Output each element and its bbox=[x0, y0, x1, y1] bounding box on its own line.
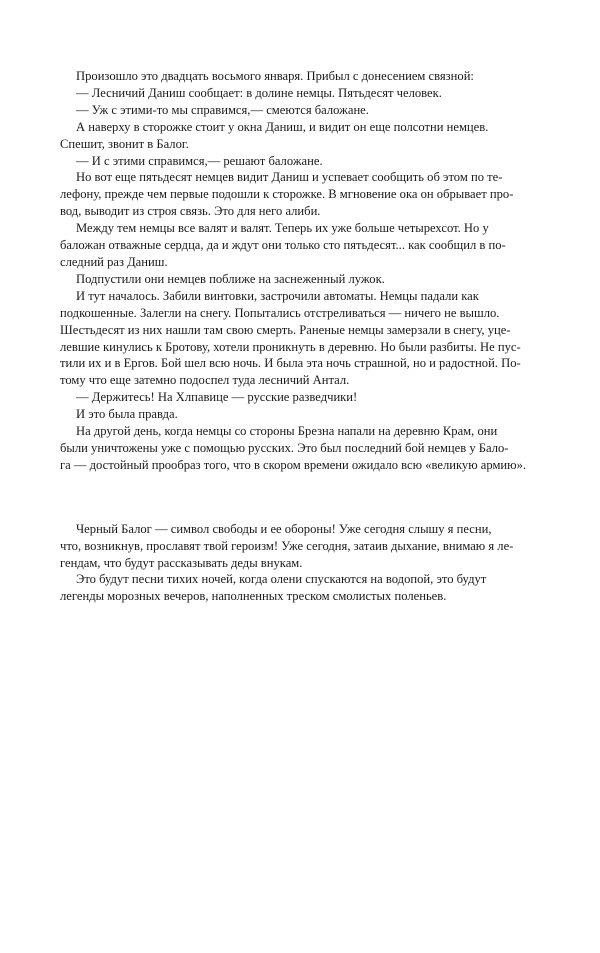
paragraph: И тут началось. Забили винтовки, застрочили автоматы. Немцы падали как подкошенные. Залегли на снегу. Попытались отстреливаться — ничего не вышло. Шестьдесят из них нашли там свою смерть. Раненые немцы замерзали в снегу, уце- левшие кинулись к Бротову, хотели проникнуть в деревню. Но были разбиты. Не пус- тили их и в Ергов. Бой шел всю ночь. И была эта ночь страшной, но и радостной. По- тому что еще затемно подоспел туда лесничий Антал. bbox=[60, 288, 521, 388]
paragraph: — Лесничий Даниш сообщает: в долине немцы. Пятьдесят человек. bbox=[76, 85, 442, 100]
paragraph: И это была правда. bbox=[76, 407, 178, 422]
paragraph: Произошло это двадцать восьмого января. Прибыл с донесением связной: bbox=[76, 69, 474, 83]
paragraph: Черный Балог — символ свободы и ее обороны! Уже сегодня слышу я песни, что, возникнув, прославят твой героизм! Уже сегодня, затаив дыхание, внимаю я ле- гендам, что будут рассказывать деды внукам. bbox=[60, 521, 514, 570]
paragraph: А наверху в сторожке стоит у окна Даниш, и видит он еще полсотни немцев. Спешит, звонит в Балог. bbox=[60, 119, 489, 151]
document-page bbox=[60, 68, 556, 605]
paragraph: — И с этими справимся,— решают баложане. bbox=[76, 153, 323, 168]
story-section bbox=[60, 68, 556, 474]
paragraph: Между тем немцы все валят и валят. Теперь их уже больше четырехсот. Но у баложан отважные сердца, да и ждут они только сто пятьдесят... как сообщил в по- следний раз Даниш. bbox=[60, 221, 506, 269]
paragraph: Но вот еще пятьдесят немцев видит Даниш и успевает сообщить об этом по те- лефону, прежде чем первые подошли к сторожке. В мгновение ока он обрывает про- вод, выводит из строя связь. Это для него алиби. bbox=[60, 170, 514, 219]
paragraph: — Держитесь! На Хлпавице — русские разведчики! bbox=[76, 390, 358, 405]
paragraph: На другой день, когда немцы со стороны Брезна напали на деревню Крам, они были уничтожены уже с помощью русских. Это был последний бой немцев у Бало- га — достойный прообраз того, что в скором времени ожидало всю «великую армию». bbox=[60, 424, 527, 472]
closing-section bbox=[60, 521, 556, 606]
paragraph: Это будут песни тихих ночей, когда олени спускаются на водопой, это будут легенды морозных вечеров, наполненных треском смолистых поленьев. bbox=[60, 572, 487, 604]
paragraph: Подпустили они немцев поближе на заснеженный лужок. bbox=[76, 271, 385, 286]
paragraph: — Уж с этими-то мы справимся,— смеются баложане. bbox=[76, 102, 369, 117]
